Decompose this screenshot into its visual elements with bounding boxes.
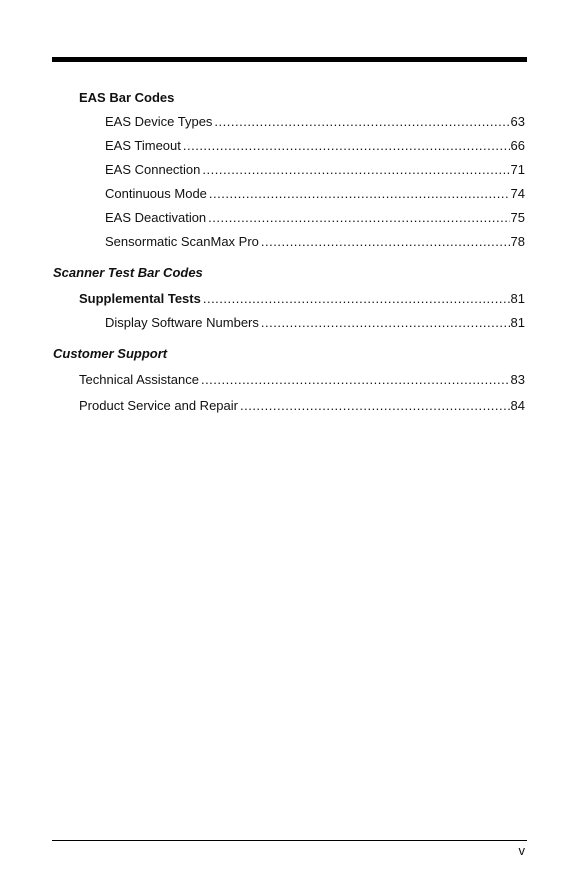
toc-entry-eas-deactivation[interactable] [105, 210, 525, 226]
toc-entry-sensormatic-scanmax-pro[interactable] [105, 234, 525, 250]
toc-entry-page: 63 [510, 114, 525, 129]
dot-leader [202, 162, 509, 178]
toc-entry-label: EAS Connection [105, 162, 201, 177]
dot-leader [240, 398, 510, 414]
toc-entry-eas-connection[interactable] [105, 162, 525, 178]
toc-entry-label: Display Software Numbers [105, 315, 259, 330]
bottom-rule [52, 840, 527, 841]
toc-entry-page: 83 [510, 372, 525, 387]
toc-entry-page: 71 [510, 162, 525, 177]
dot-leader [261, 315, 510, 331]
dot-leader [261, 234, 510, 250]
toc-entry-page: 66 [510, 138, 525, 153]
toc-entry-product-service-and-repair[interactable] [79, 398, 525, 414]
page-number: v [518, 843, 525, 858]
dot-leader [208, 210, 509, 226]
dot-leader [183, 138, 510, 154]
toc-entry-label: EAS Timeout [105, 138, 181, 153]
toc-entry-label: EAS Deactivation [105, 210, 207, 225]
section-heading-eas-bar-codes: EAS Bar Codes [79, 90, 175, 105]
toc-entry-label: EAS Device Types [105, 114, 213, 129]
toc-entry-display-software-numbers[interactable] [105, 315, 525, 331]
toc-entry-label: Technical Assistance [79, 372, 199, 387]
toc-entry-eas-device-types[interactable] [105, 114, 525, 130]
toc-entry-page: 74 [510, 186, 525, 201]
top-rule [52, 57, 527, 62]
toc-entry-label: Supplemental Tests [79, 291, 201, 306]
section-heading-customer-support: Customer Support [53, 346, 168, 361]
toc-entry-label: Product Service and Repair [79, 398, 238, 413]
dot-leader [201, 372, 510, 388]
toc-entry-page: 81 [510, 291, 525, 306]
toc-entry-page: 78 [510, 234, 525, 249]
section-heading-scanner-test-bar-codes: Scanner Test Bar Codes [53, 265, 203, 280]
toc-entry-page: 84 [510, 398, 525, 413]
toc-entry-page: 81 [510, 315, 525, 330]
toc-entry-eas-timeout[interactable] [105, 138, 525, 154]
toc-entry-supplemental-tests[interactable] [79, 291, 525, 307]
dot-leader [214, 114, 509, 130]
toc-entry-label: Continuous Mode [105, 186, 207, 201]
toc-entry-label: Sensormatic ScanMax Pro [105, 234, 259, 249]
toc-entry-technical-assistance[interactable] [79, 372, 525, 388]
toc-entry-page: 75 [510, 210, 525, 225]
dot-leader [203, 291, 510, 307]
toc-entry-continuous-mode[interactable] [105, 186, 525, 202]
dot-leader [209, 186, 510, 202]
